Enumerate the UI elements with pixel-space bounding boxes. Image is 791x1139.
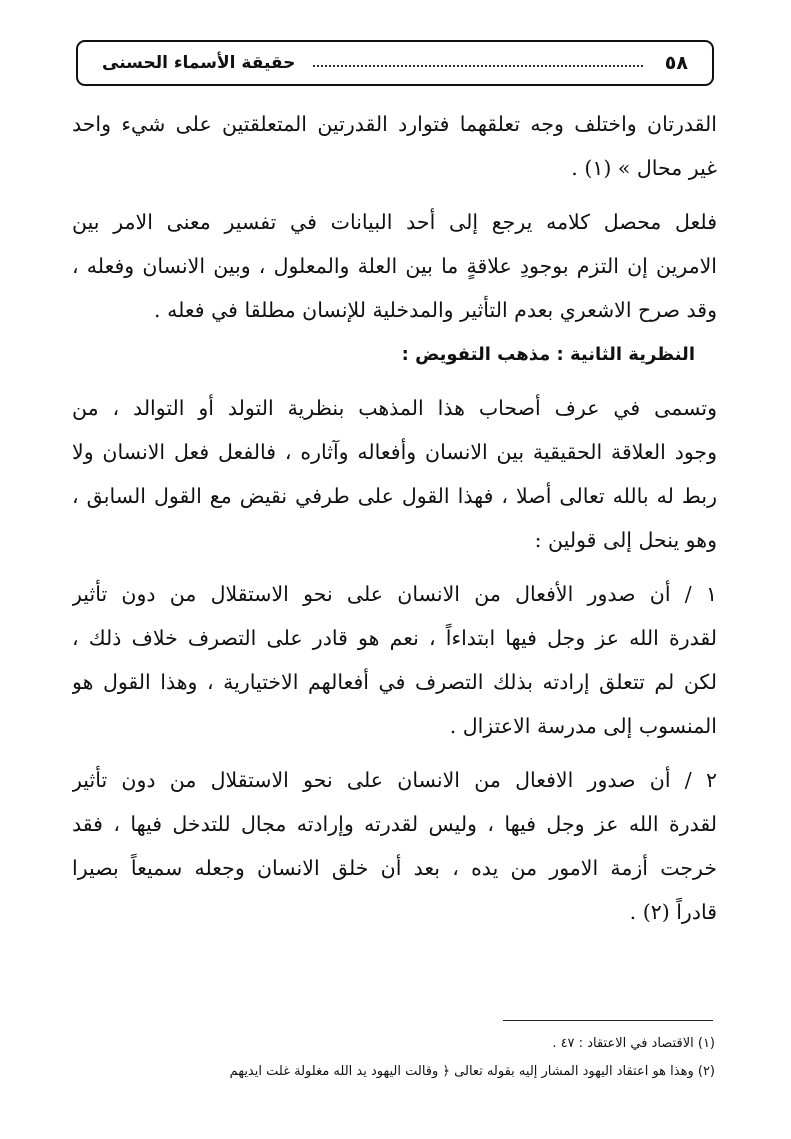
- text-line: ١ / أن صدور الأفعال من الانسان على نحو الاستقلال من دون تأثير: [72, 582, 717, 606]
- header-leader-dots: [313, 65, 642, 67]
- text-line: المنسوب إلى مدرسة الاعتزال .: [449, 714, 717, 738]
- text-line: لقدرة الله عز وجل فيها ابتداءاً ، نعم هو قادر على التصرف خلاف ذلك ،: [72, 626, 717, 650]
- text-line: ربط له بالله تعالى أصلا ، فهذا القول على طرفي نقيض مع القول السابق ،: [72, 484, 717, 508]
- running-header: [76, 40, 714, 86]
- text-line: القدرتان واختلف وجه تعلقهما فتوارد القدرتين المتعلقتين على شيء واحد: [72, 112, 717, 136]
- body-text: [72, 102, 717, 934]
- text-line: وتسمى في عرف أصحاب هذا المذهب بنظرية التولد أو التوالد ، من: [72, 396, 717, 420]
- running-title: حقيقة الأسماء الحسنى: [102, 53, 296, 73]
- text-line: ٢ / أن صدور الافعال من الانسان على نحو الاستقلال من دون تأثير: [72, 768, 717, 792]
- footnote-separator: [503, 1020, 713, 1021]
- section-heading: النظرية الثانية : مذهب التفويض :: [401, 344, 695, 365]
- footnotes: [75, 1030, 715, 1086]
- text-line: وهو ينحل إلى قولين :: [534, 528, 717, 552]
- text-line: الامرين إن التزم بوجودِ علاقةٍ ما بين العلة والمعلول ، وبين الانسان وفعله ،: [72, 254, 717, 278]
- text-line: لقدرة الله عز وجل فيها ، وليس لقدرته وإرادته مجال للتدخل فيها ، فقد: [72, 812, 717, 836]
- text-line: لكن لم تتعلق إرادته بذلك التصرف في أفعالهم الاختيارية ، وهذا القول هو: [72, 670, 717, 694]
- page-number: ٥٨: [664, 52, 688, 74]
- text-line: غير محال » (١) .: [571, 156, 717, 180]
- text-line: قادراً (٢) .: [629, 900, 717, 924]
- footnote: (٢) وهذا هو اعتقاد اليهود المشار إليه بقوله تعالى ﴿ وقالت اليهود يد الله مغلولة غلت ايديهم: [229, 1064, 715, 1079]
- text-line: وقد صرح الاشعري بعدم التأثير والمدخلية للإنسان مطلقا في فعله .: [154, 298, 717, 322]
- text-line: خرجت أزمة الامور من يده ، بعد أن خلق الانسان وجعله سميعاً بصيرا: [72, 856, 717, 880]
- footnote: (١) الاقتصاد في الاعتقاد : ٤٧ .: [552, 1036, 715, 1051]
- text-line: وجود العلاقة الحقيقية بين الانسان وأفعاله وآثاره ، فالفعل فعل الانسان ولا: [72, 440, 717, 464]
- text-line: فلعل محصل كلامه يرجع إلى أحد البيانات في تفسير معنى الامر بين: [72, 210, 717, 234]
